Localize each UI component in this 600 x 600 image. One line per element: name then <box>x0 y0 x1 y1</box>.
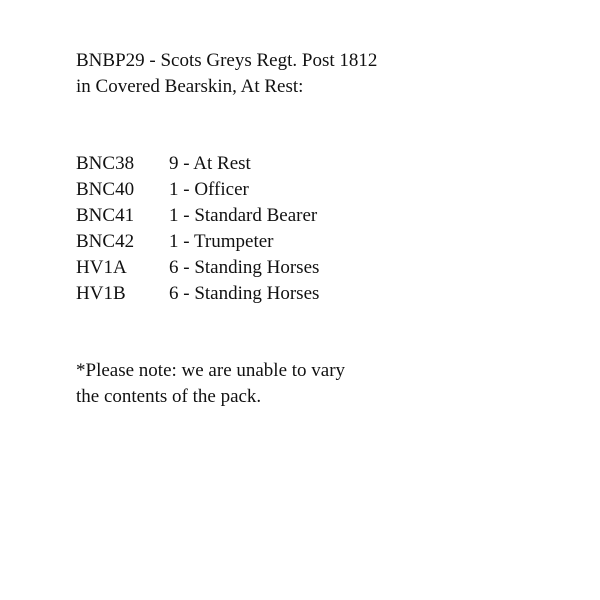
pack-note-line-2: the contents of the pack. <box>76 386 262 407</box>
pack-contents-item <box>76 151 526 177</box>
pack-contents-list <box>76 151 526 307</box>
pack-contents-item <box>76 229 526 255</box>
pack-contents-item <box>76 255 526 281</box>
item-description: 1 - Trumpeter <box>169 231 274 252</box>
pack-title <box>76 48 576 100</box>
item-description: 1 - Officer <box>169 179 249 200</box>
pack-note-line-1: *Please note: we are unable to vary <box>76 360 346 381</box>
item-description: 6 - Standing Horses <box>169 257 320 278</box>
pack-contents-item <box>76 177 526 203</box>
item-description: 6 - Standing Horses <box>169 283 320 304</box>
pack-title-line-1: BNBP29 - Scots Greys Regt. Post 1812 <box>76 50 378 71</box>
item-code: BNC42 <box>76 231 135 252</box>
item-code: HV1A <box>76 257 127 278</box>
item-code: BNC40 <box>76 179 135 200</box>
pack-contents-item <box>76 281 526 307</box>
pack-title-line-2: in Covered Bearskin, At Rest: <box>76 76 304 97</box>
item-code: BNC41 <box>76 205 135 226</box>
item-code: HV1B <box>76 283 126 304</box>
item-description: 9 - At Rest <box>169 153 251 174</box>
pack-contents-item <box>76 203 526 229</box>
item-description: 1 - Standard Bearer <box>169 205 318 226</box>
pack-note <box>76 358 576 410</box>
item-code: BNC38 <box>76 153 135 174</box>
